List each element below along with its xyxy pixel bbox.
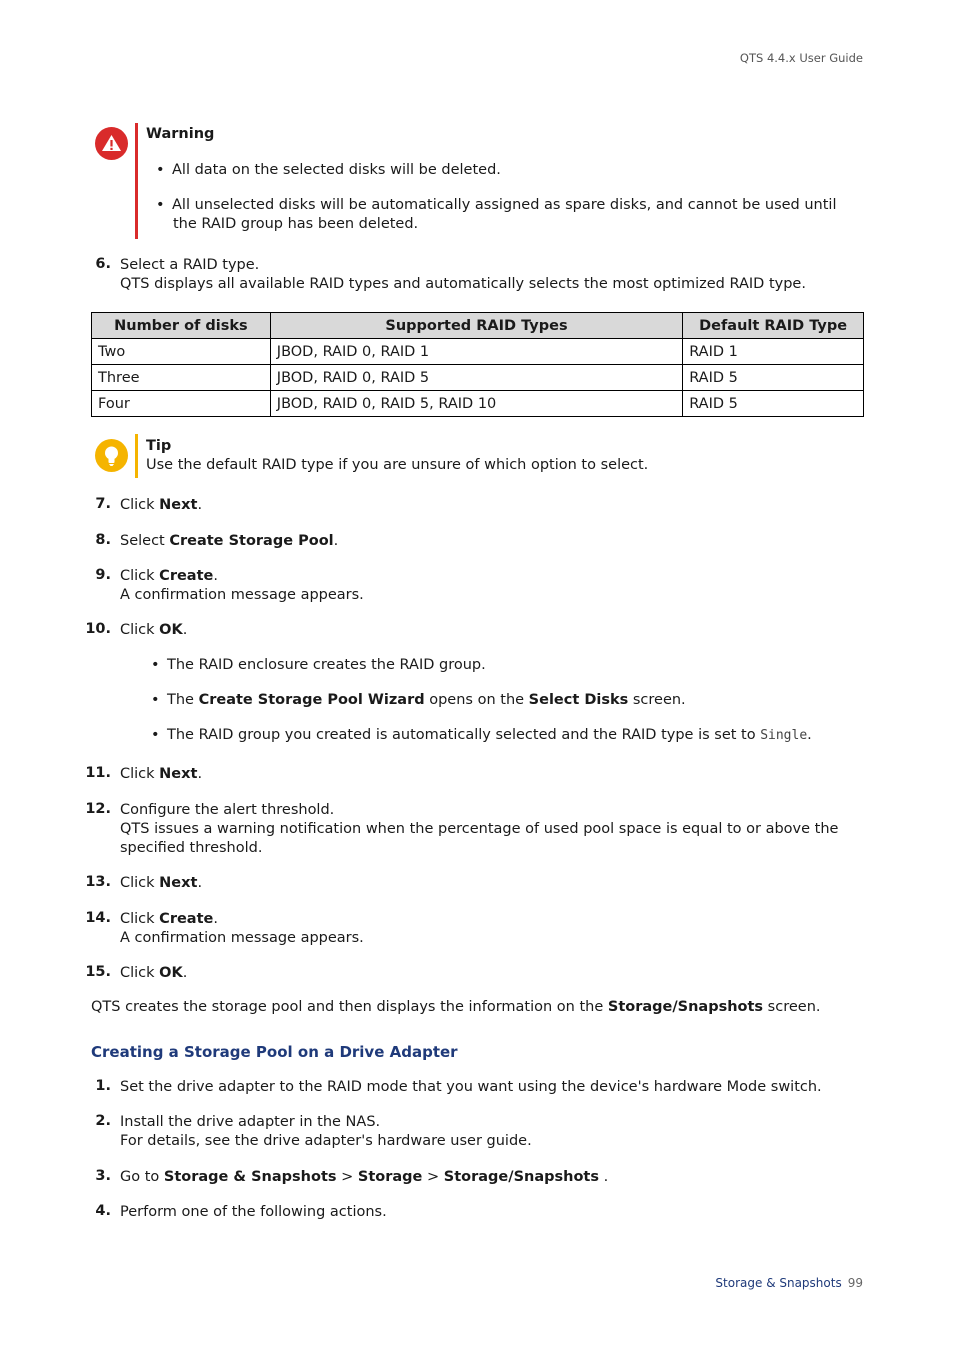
step-15: 15. Click OK. <box>85 964 188 981</box>
warning-accent-bar <box>135 123 138 239</box>
table-cell: Four <box>92 391 271 417</box>
tip-accent-bar <box>135 434 138 478</box>
section-heading: Creating a Storage Pool on a Drive Adapter <box>91 1043 458 1061</box>
table-cell: JBOD, RAID 0, RAID 5 <box>270 365 682 391</box>
table-cell: Three <box>92 365 271 391</box>
bullet: • <box>156 162 165 178</box>
step-10: 10. Click OK. <box>85 621 188 638</box>
step-6: 6. Select a RAID type. QTS displays all available RAID types and automatically selects the most optimized RAID type. <box>82 256 872 294</box>
step-9: 9. Click Create. A confirmation message appears. <box>95 567 364 603</box>
step-detail: QTS displays all available RAID types and automatically selects the most optimized RAID type. <box>120 276 806 292</box>
step-detail: A confirmation message appears. <box>120 930 364 946</box>
lightbulb-icon <box>95 439 128 472</box>
step-13: 13. Click Next. <box>85 874 203 891</box>
step-10-bullet: • The RAID group you created is automatically selected and the RAID type is set to Single. <box>151 727 812 743</box>
step-detail: A confirmation message appears. <box>120 587 364 603</box>
step-8: 8. Select Create Storage Pool. <box>95 532 339 549</box>
warning-item: • All data on the selected disks will be deleted. <box>156 162 501 178</box>
tip-text: Use the default RAID type if you are unsure of which option to select. <box>146 457 649 473</box>
footer-section-link[interactable]: Storage & Snapshots <box>715 1276 842 1290</box>
warning-title: Warning <box>146 126 215 142</box>
table-row <box>92 391 864 417</box>
raid-type-code: Single <box>760 728 808 743</box>
table-row <box>92 339 864 365</box>
page-number: 99 <box>847 1276 863 1290</box>
running-header: QTS 4.4.x User Guide <box>739 51 863 65</box>
bullet: • <box>156 197 165 213</box>
step-7: 7. Click Next. <box>95 496 203 513</box>
adapter-step-2: 2. Install the drive adapter in the NAS. For details, see the drive adapter's hardware user guide. <box>95 1113 532 1149</box>
tip-title: Tip <box>146 438 172 454</box>
table-cell: RAID 5 <box>683 391 864 417</box>
bullet: • <box>151 692 160 708</box>
bullet: • <box>151 657 160 673</box>
table-cell: RAID 1 <box>683 339 864 365</box>
adapter-step-4: 4. Perform one of the following actions. <box>95 1203 387 1220</box>
adapter-step-1: 1. Set the drive adapter to the RAID mode that you want using the device's hardware Mode switch. <box>95 1078 822 1095</box>
table-cell: JBOD, RAID 0, RAID 1 <box>270 339 682 365</box>
table-header-row <box>92 313 864 339</box>
table-cell: JBOD, RAID 0, RAID 5, RAID 10 <box>270 391 682 417</box>
table-cell: RAID 5 <box>683 365 864 391</box>
step-text: Select a RAID type. <box>120 257 260 273</box>
step-14: 14. Click Create. A confirmation message appears. <box>85 910 364 946</box>
col-header: Supported RAID Types <box>270 313 682 339</box>
warning-icon <box>95 127 128 160</box>
warning-item: • All unselected disks will be automatically assigned as spare disks, and cannot be used until <box>156 197 837 213</box>
step-12: 12. Configure the alert threshold. QTS issues a warning notification when the percentage of used pool space is equal to or above the specified threshold. <box>85 801 839 856</box>
col-header: Default RAID Type <box>683 313 864 339</box>
step-10-bullet: • The RAID enclosure creates the RAID group. <box>151 657 486 673</box>
result-paragraph: QTS creates the storage pool and then displays the information on the Storage/Snapshots screen. <box>91 999 821 1015</box>
col-header: Number of disks <box>92 313 271 339</box>
adapter-step-3: 3. Go to Storage & Snapshots > Storage > Storage/Snapshots . <box>95 1168 609 1185</box>
table-row <box>92 365 864 391</box>
bullet: • <box>151 727 160 743</box>
step-11: 11. Click Next. <box>85 765 203 782</box>
running-footer <box>715 1276 863 1290</box>
step-10-bullet: • The Create Storage Pool Wizard opens on the Select Disks screen. <box>151 692 686 708</box>
warning-item-continued: the RAID group has been deleted. <box>173 216 419 232</box>
raid-types-table <box>91 312 864 417</box>
table-cell: Two <box>92 339 271 365</box>
